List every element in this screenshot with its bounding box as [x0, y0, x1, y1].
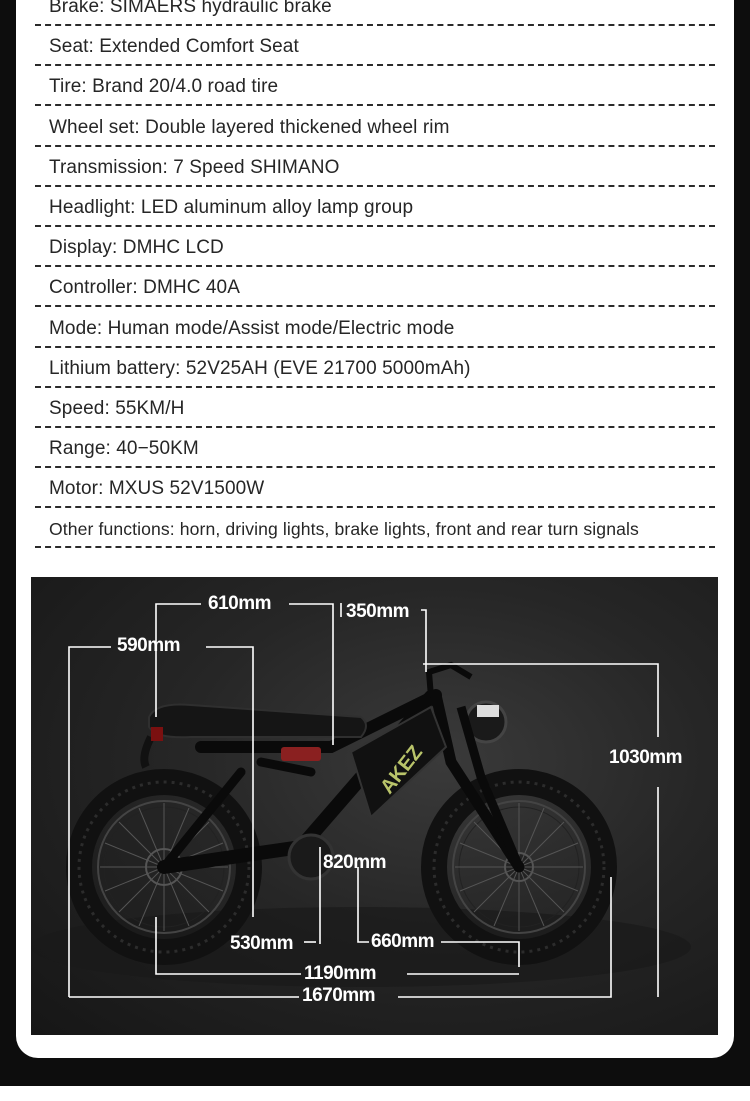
- spec-row: [35, 267, 715, 307]
- spec-range: Range: 40−50KM: [49, 438, 199, 460]
- spec-battery: Lithium battery: 52V25AH (EVE 21700 5000mAh): [49, 357, 471, 379]
- tail-light: [151, 727, 163, 741]
- spec-row: [35, 227, 715, 267]
- spec-row: [35, 187, 715, 227]
- spec-list: [35, 0, 715, 548]
- spec-row: [35, 428, 715, 468]
- spec-brake: Brake: SIMAERS hydraulic brake: [49, 0, 332, 17]
- bike-dimension-photo: [31, 577, 718, 1035]
- dim-total-height: 1030mm: [609, 747, 683, 768]
- spec-tire: Tire: Brand 20/4.0 road tire: [49, 76, 279, 98]
- spec-seat: Seat: Extended Comfort Seat: [49, 36, 299, 58]
- spec-row: [35, 468, 715, 508]
- spec-row: [35, 66, 715, 106]
- brand-logo: AKEZ: [376, 741, 428, 799]
- spec-headlight: Headlight: LED aluminum alloy lamp group: [49, 196, 414, 218]
- spec-row: [35, 348, 715, 388]
- spec-motor: Motor: MXUS 52V1500W: [49, 478, 265, 500]
- spec-display: Display: DMHC LCD: [49, 237, 224, 259]
- spec-controller: Controller: DMHC 40A: [49, 277, 240, 299]
- spec-row: [35, 0, 715, 26]
- display-screen: [477, 705, 499, 717]
- dim-seat-length: 610mm: [208, 593, 271, 614]
- dim-front-length: 660mm: [371, 931, 434, 952]
- spec-other-functions: Other functions: horn, driving lights, brake lights, front and rear turn signals: [49, 519, 639, 540]
- rear-shock: [281, 747, 321, 761]
- dim-handlebar-offset: 350mm: [346, 601, 409, 622]
- dim-total-length: 1670mm: [302, 985, 376, 1006]
- footer-strip: [0, 1086, 750, 1101]
- spec-transmission: Transmission: 7 Speed SHIMANO: [49, 156, 340, 178]
- dim-ground-clearance: 820mm: [323, 852, 386, 873]
- spec-row: [35, 508, 715, 548]
- spec-row: [35, 388, 715, 428]
- spec-row: [35, 307, 715, 347]
- dim-seat-height: 590mm: [117, 635, 180, 656]
- spec-row: [35, 106, 715, 146]
- dim-rear-length: 530mm: [230, 933, 293, 954]
- spec-wheel-set: Wheel set: Double layered thickened wheel rim: [49, 116, 450, 138]
- spec-row: [35, 26, 715, 66]
- spec-mode: Mode: Human mode/Assist mode/Electric mode: [49, 317, 455, 339]
- dim-wheelbase: 1190mm: [304, 963, 377, 984]
- spec-row: [35, 147, 715, 187]
- spec-speed: Speed: 55KM/H: [49, 397, 185, 419]
